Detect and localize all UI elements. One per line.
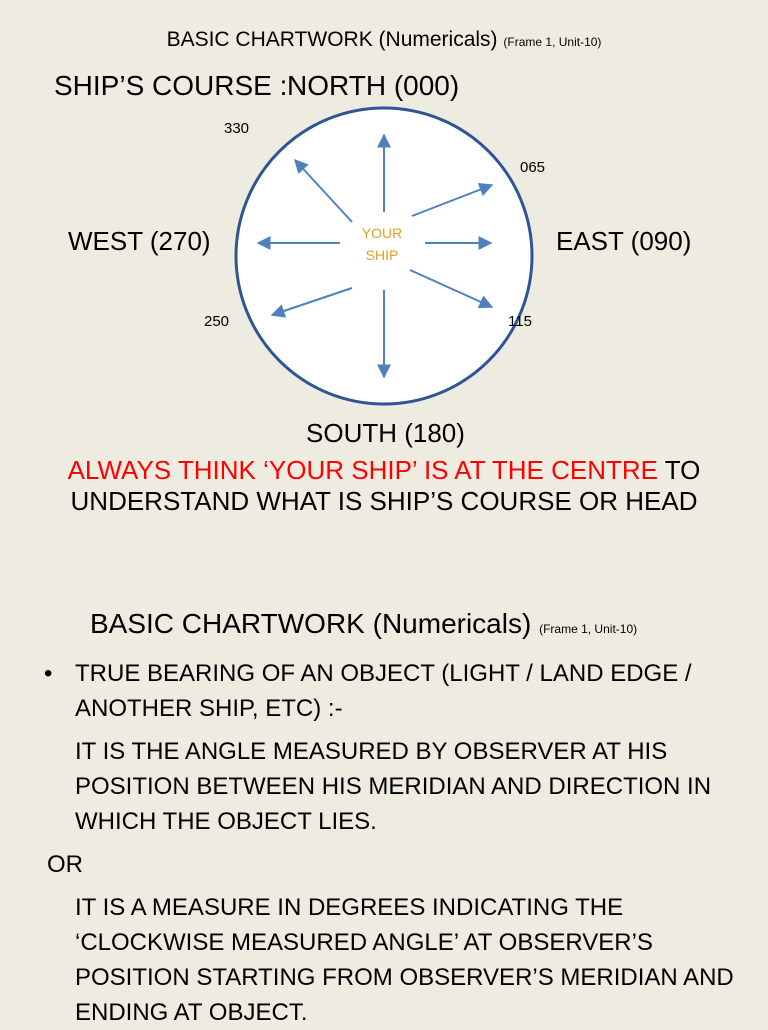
section-title: [90, 608, 637, 640]
west-label: WEST (270): [68, 226, 211, 256]
centre-note-red: ALWAYS THINK ‘YOUR SHIP’ IS AT THE CENTRE: [67, 455, 659, 485]
bullet-text: TRUE BEARING OF AN OBJECT (LIGHT / LAND EDGE / ANOTHER SHIP, ETC) :-: [75, 660, 692, 722]
title-text: BASIC CHARTWORK (Numericals): [166, 28, 498, 51]
bearing-330-label: 330: [224, 120, 250, 137]
section-title-text: BASIC CHARTWORK (Numericals): [90, 608, 532, 639]
list-item: [40, 656, 740, 726]
definition-1: IT IS THE ANGLE MEASURED BY OBSERVER AT HIS POSITION BETWEEN HIS MERIDIAN AND DIRECTION IN WHICH THE OBJECT LIES.: [75, 738, 712, 835]
centre-note: [46, 455, 722, 517]
ship-label-line1: YOUR: [361, 225, 403, 241]
section-title-frame: (Frame 1, Unit-10): [539, 622, 638, 636]
bearing-250-label: 250: [204, 313, 230, 330]
course-label: SHIP’S COURSE :: [54, 70, 288, 101]
compass-diagram: [0, 0, 768, 440]
east-label: EAST (090): [556, 226, 692, 256]
bullet-icon: •: [44, 660, 53, 687]
or-label: OR: [47, 851, 83, 878]
title-frame: (Frame 1, Unit-10): [503, 35, 602, 49]
centre-note-black: TO UNDERSTAND WHAT IS SHIP’S COURSE OR HEAD: [70, 455, 701, 516]
your-ship-label: [340, 222, 424, 266]
bearing-115-label: 115: [508, 313, 532, 330]
bearing-065-label: 065: [520, 159, 546, 176]
ship-label-line2: SHIP: [365, 247, 399, 263]
definition-list: [40, 656, 740, 1030]
course-value: NORTH (000): [287, 70, 460, 101]
south-label: SOUTH (180): [306, 418, 465, 448]
definition-2: IT IS A MEASURE IN DEGREES INDICATING THE ‘CLOCKWISE MEASURED ANGLE’ AT OBSERVER’S POSITION STARTING FROM OBSERVER’S MERIDIAN AND ENDING AT OBJECT.: [75, 894, 734, 1026]
